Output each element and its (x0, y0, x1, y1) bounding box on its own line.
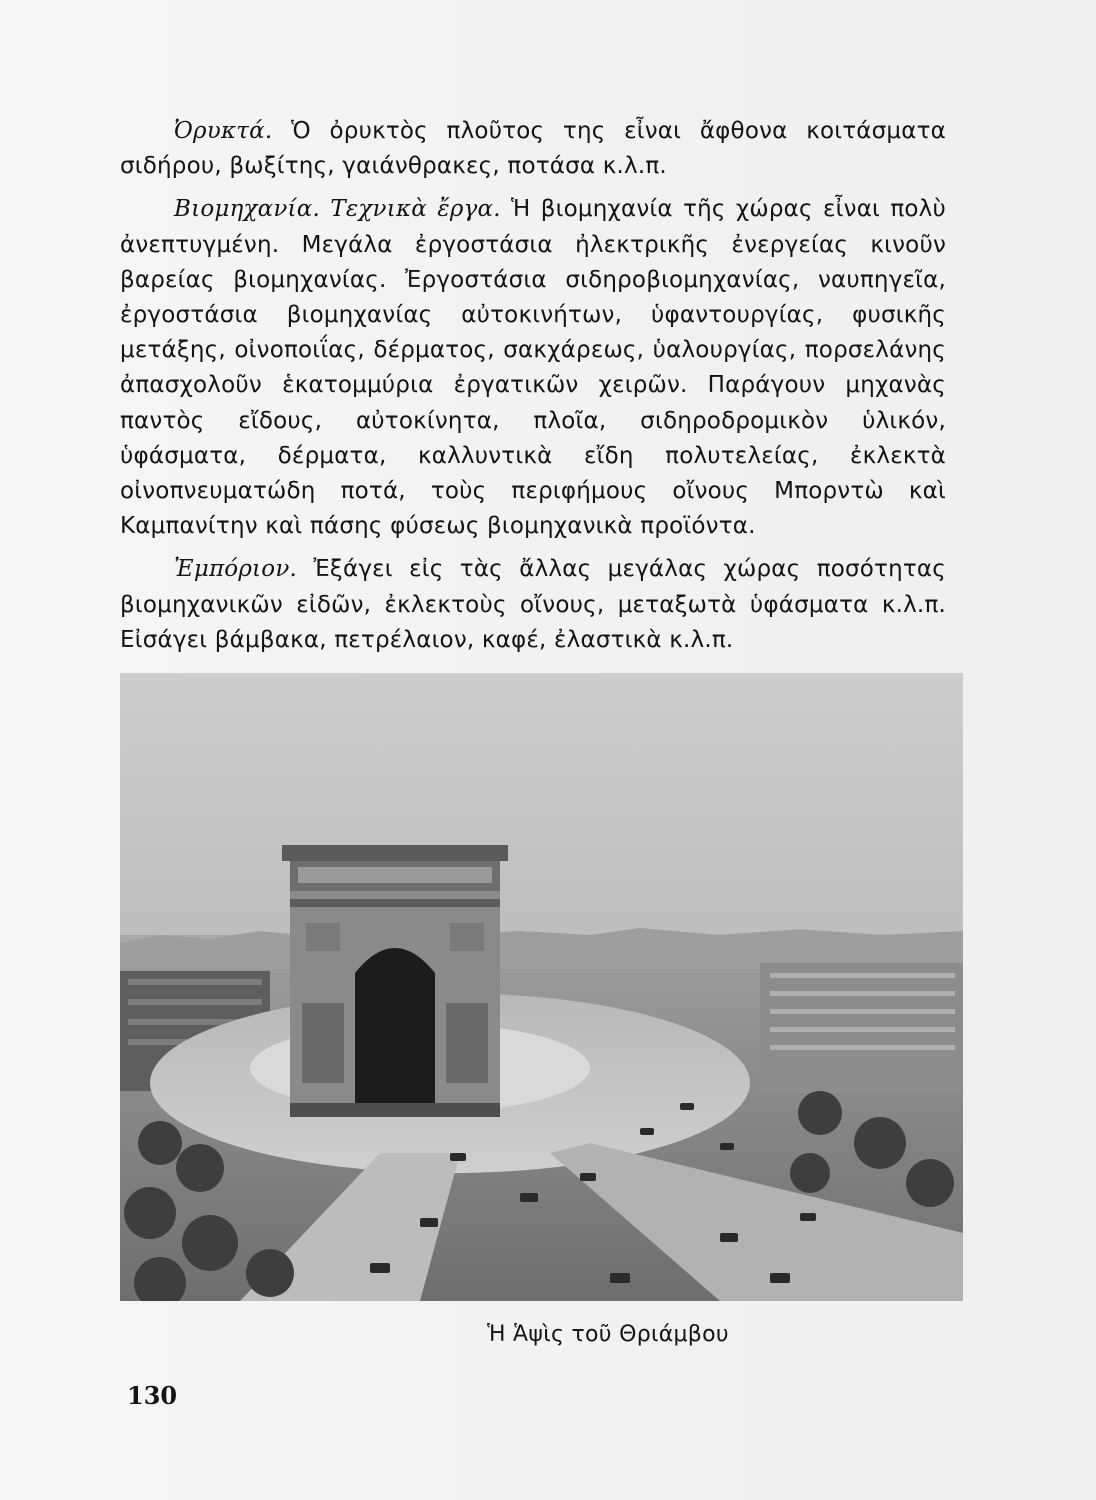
paragraph-heading: Ἐμπόριον. (174, 556, 298, 583)
paragraph-text: Ἡ βιομηχανία τῆς χώρας εἶναι πολὺ ἀνεπτυγμένη. Μεγάλα ἐργοστάσια ἠλεκτρικῆς ἐνεργείας κινοῦν βαρείας βιομηχανίας. Ἐργοστάσια σιδηροβιομηχανίας, ναυπηγεῖα, ἐργοστάσια βιομηχανίας αὐτοκινήτων, ὑφαντουργίας, φυσικῆς μετάξης, οἰνοποιΐας, δέρματος, σακχάρεως, ὑαλουργίας, πορσελάνης ἀπασχολοῦν ἑκατομμύρια ἐργατικῶν χειρῶν. Παράγουν μηχανὰς παντὸς εἴδους, αὐτοκίνητα, πλοῖα, σιδηροδρομικὸν ὑλικόν, ὑφάσματα, δέρματα, καλλυντικὰ εἴδη πολυτελείας, ἐκλεκτὰ οἰνοπνευματώδη ποτά, τοὺς περιφήμους οἴνους Μπορντὼ καὶ Καμπανίτην καὶ πάσης φύσεως βιομηχανικὰ προϊόντα. (120, 196, 946, 540)
arc-de-triomphe-photo (120, 673, 963, 1301)
paragraph-text: Ἐξάγει εἰς τὰς ἄλλας μεγάλας χώρας ποσότητας βιομηχανικῶν εἰδῶν, ἐκλεκτοὺς οἴνους, μεταξωτὰ ὑφάσματα κ.λ.π. Εἰσάγει βάμβακα, πετρέλαιον, καφέ, ἐλαστικὰ κ.λ.π. (120, 556, 946, 653)
paragraph-heading: Ὀρυκτά. (174, 118, 273, 144)
paragraph-trade (120, 552, 946, 658)
page-number: 130 (127, 1381, 178, 1410)
arch (282, 845, 508, 1117)
paragraph-text: Ὁ ὀρυκτὸς πλοῦτος της εἶναι ἄφθονα κοιτάσματα σιδήρου, βωξίτης, γαιάνθρακες, ποτάσα κ.λ.π. (120, 118, 946, 180)
paragraph-heading: Βιομηχανία. Τεχνικὰ ἔργα. (174, 196, 501, 223)
paragraph-minerals (120, 114, 946, 184)
figure-caption: Ἡ Ἁψὶς τοῦ Θριάμβου (487, 1322, 729, 1347)
photo-illustration (120, 673, 963, 1301)
body-text (120, 114, 946, 666)
paragraph-industry (120, 192, 946, 544)
